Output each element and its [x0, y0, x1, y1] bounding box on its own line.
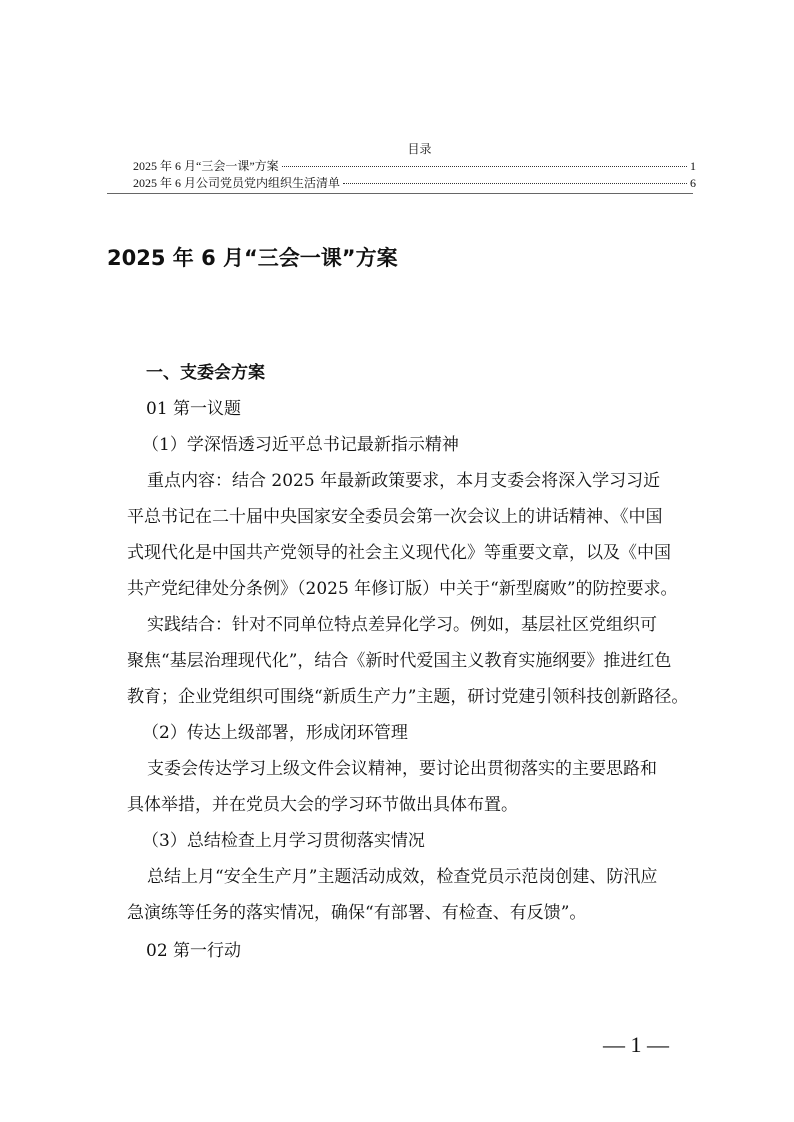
- paragraph-line: 具体举措，并在党员大会的学习环节做出具体布置。: [127, 795, 518, 815]
- paragraph-line: 平总书记在二十届中央国家安全委员会第一次会议上的讲话精神、《中国: [127, 507, 663, 527]
- paragraph-line: 式现代化是中国共产党领导的社会主义现代化》等重要文章，以及《中国: [127, 543, 671, 563]
- section-heading: 一、支委会方案: [146, 363, 265, 383]
- page-number: — 1 —: [603, 1032, 669, 1057]
- document-title: 2025 年 6 月“三会一课”方案: [107, 246, 398, 270]
- subsection-heading: （1）学深悟透习近平总书记最新指示精神: [142, 435, 459, 455]
- toc-entry[interactable]: [133, 158, 696, 175]
- paragraph-line: 支委会传达学习上级文件会议精神，要讨论出贯彻落实的主要思路和: [147, 759, 657, 779]
- table-of-contents: [133, 140, 696, 192]
- paragraph-line: 实践结合：针对不同单位特点差异化学习。例如，基层社区党组织可: [147, 615, 657, 635]
- paragraph-practice: [127, 607, 706, 715]
- toc-entry-page: 6: [690, 176, 696, 190]
- toc-entry[interactable]: [133, 175, 696, 192]
- toc-divider: [107, 193, 693, 194]
- paragraph-line: 重点内容：结合 2025 年最新政策要求，本月支委会将深入学习习近: [147, 471, 661, 491]
- item-heading: 01 第一议题: [146, 399, 242, 419]
- toc-leader-dots: [282, 166, 687, 167]
- subsection-heading: （3）总结检查上月学习贯彻落实情况: [142, 831, 425, 851]
- toc-entry-page: 1: [690, 159, 696, 173]
- paragraph-line: 聚焦“基层治理现代化”，结合《新时代爱国主义教育实施纲要》推进红色: [127, 651, 672, 671]
- paragraph-line: 共产党纪律处分条例》（2025 年修订版）中关于“新型腐败”的防控要求。: [127, 579, 678, 599]
- document-body: [127, 355, 706, 969]
- paragraph-line: 急演练等任务的落实情况，确保“有部署、有检查、有反馈”。: [127, 903, 587, 923]
- paragraph-review: [127, 859, 706, 931]
- toc-leader-dots: [343, 183, 687, 184]
- paragraph-line: 总结上月“安全生产月”主题活动成效，检查党员示范岗创建、防汛应: [147, 867, 658, 887]
- paragraph-focus: [127, 463, 706, 607]
- item-heading: 02 第一行动: [146, 941, 242, 961]
- paragraph-relay: [127, 751, 706, 823]
- toc-title: 目录: [407, 142, 432, 156]
- paragraph-line: 教育；企业党组织可围绕“新质生产力”主题，研讨党建引领科技创新路径。: [127, 687, 689, 707]
- toc-entry-text: 2025 年 6 月“三会一课”方案: [133, 159, 279, 173]
- toc-entry-text: 2025 年 6 月公司党员党内组织生活清单: [133, 176, 341, 190]
- subsection-heading: （2）传达上级部署，形成闭环管理: [142, 723, 408, 743]
